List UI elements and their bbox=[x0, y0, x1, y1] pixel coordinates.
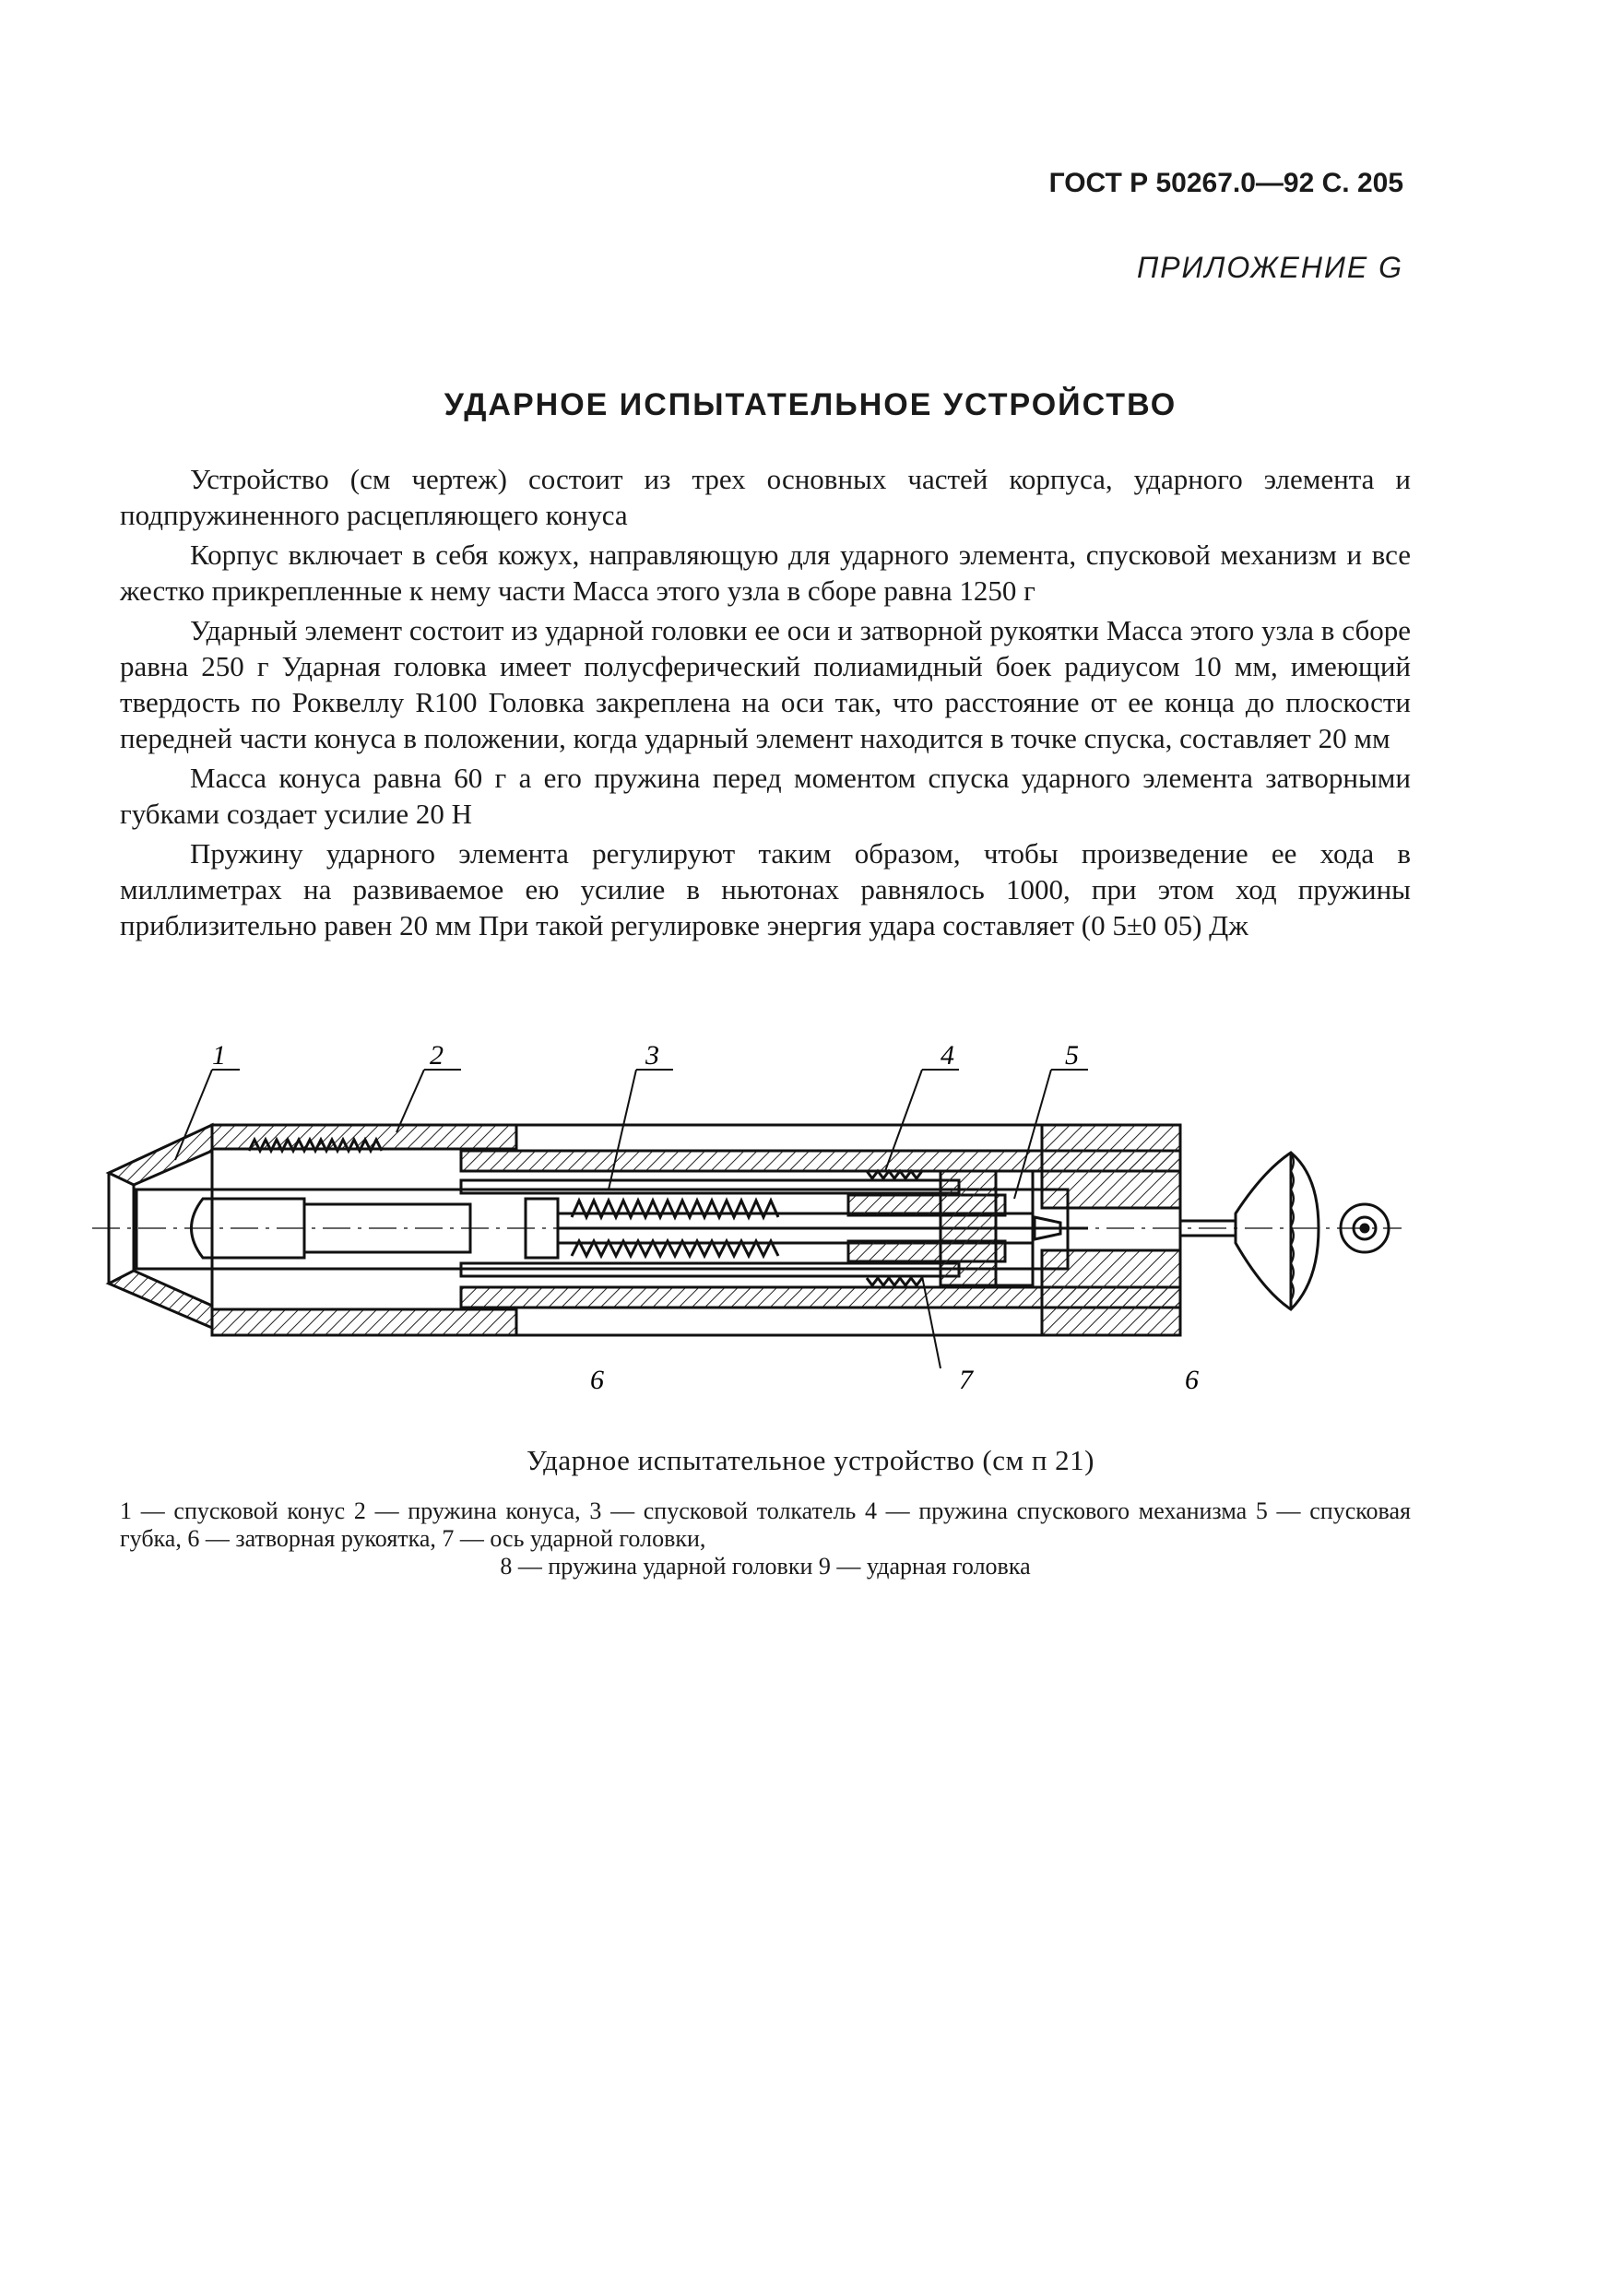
label-1: 1 bbox=[212, 1040, 226, 1071]
handle bbox=[1180, 1153, 1389, 1309]
paragraph: Корпус включает в себя кожух, направляющую для ударного элемента, спусковой механизм и все жестко прикрепленные к нему части Масса этого узла в сборе равна 1250 г bbox=[120, 538, 1411, 607]
legend-line-1: 1 — спусковой конус 2 — пружина конуса, 3 — спусковой толкатель 4 — пружина спускового механизма 5 — спусковая губка, 6 — затворная рукоятка, 7 — ось ударной головки, bbox=[120, 1497, 1411, 1552]
label-2: 2 bbox=[430, 1040, 444, 1071]
paragraph: Масса конуса равна 60 г а его пружина перед моментом спуска ударного элемента затворными губками создает усилие 20 Н bbox=[120, 762, 1411, 830]
paragraph: Ударный элемент состоит из ударной головки ее оси и затворной рукоятки Масса этого узла в сборе равна 250 г Ударная головка имеет полусферический полиамидный боек радиусом 10 мм, имеющий твердость по Роквеллу R100 Головка закреплена на оси так, что расстояние от ее конца до плоскости передней части конуса в положении, когда ударный элемент находится в точке спуска, составляет 20 мм bbox=[120, 614, 1411, 754]
legend-line-2: 8 — пружина ударной головки 9 — ударная головка bbox=[500, 1553, 1031, 1580]
page-header: ГОСТ Р 50267.0—92 С. 205 bbox=[1048, 168, 1403, 198]
device-drawing-svg bbox=[92, 1033, 1420, 1420]
label-4: 4 bbox=[941, 1040, 954, 1071]
label-6b: 6 bbox=[1185, 1365, 1199, 1395]
housing bbox=[109, 1125, 1180, 1335]
paragraph: Устройство (см чертеж) состоит из трех основных частей корпуса, ударного элемента и подпружиненного расцепляющего конуса bbox=[120, 463, 1411, 531]
label-7: 7 bbox=[959, 1365, 973, 1395]
label-3: 3 bbox=[645, 1040, 659, 1071]
figure-legend bbox=[120, 1497, 1411, 1580]
paragraph: Пружину ударного элемента регулируют таким образом, чтобы произведение ее хода в миллиметрах на развиваемое ею усилие в ньютонах равнялось 1000, при этом ход пружины приблизительно равен 20 мм При такой регулировке энергия удара составляет (0 5±0 05) Дж bbox=[120, 837, 1411, 941]
label-6a: 6 bbox=[590, 1365, 604, 1395]
body-text bbox=[120, 461, 1411, 947]
appendix-label: ПРИЛОЖЕНИЕ G bbox=[1137, 251, 1403, 284]
section-title: УДАРНОЕ ИСПЫТАТЕЛЬНОЕ УСТРОЙСТВО bbox=[444, 387, 1177, 422]
label-5: 5 bbox=[1065, 1040, 1079, 1071]
figure-caption: Ударное испытательное устройство (см п 21) bbox=[526, 1444, 1095, 1476]
device-drawing bbox=[92, 1033, 1420, 1420]
